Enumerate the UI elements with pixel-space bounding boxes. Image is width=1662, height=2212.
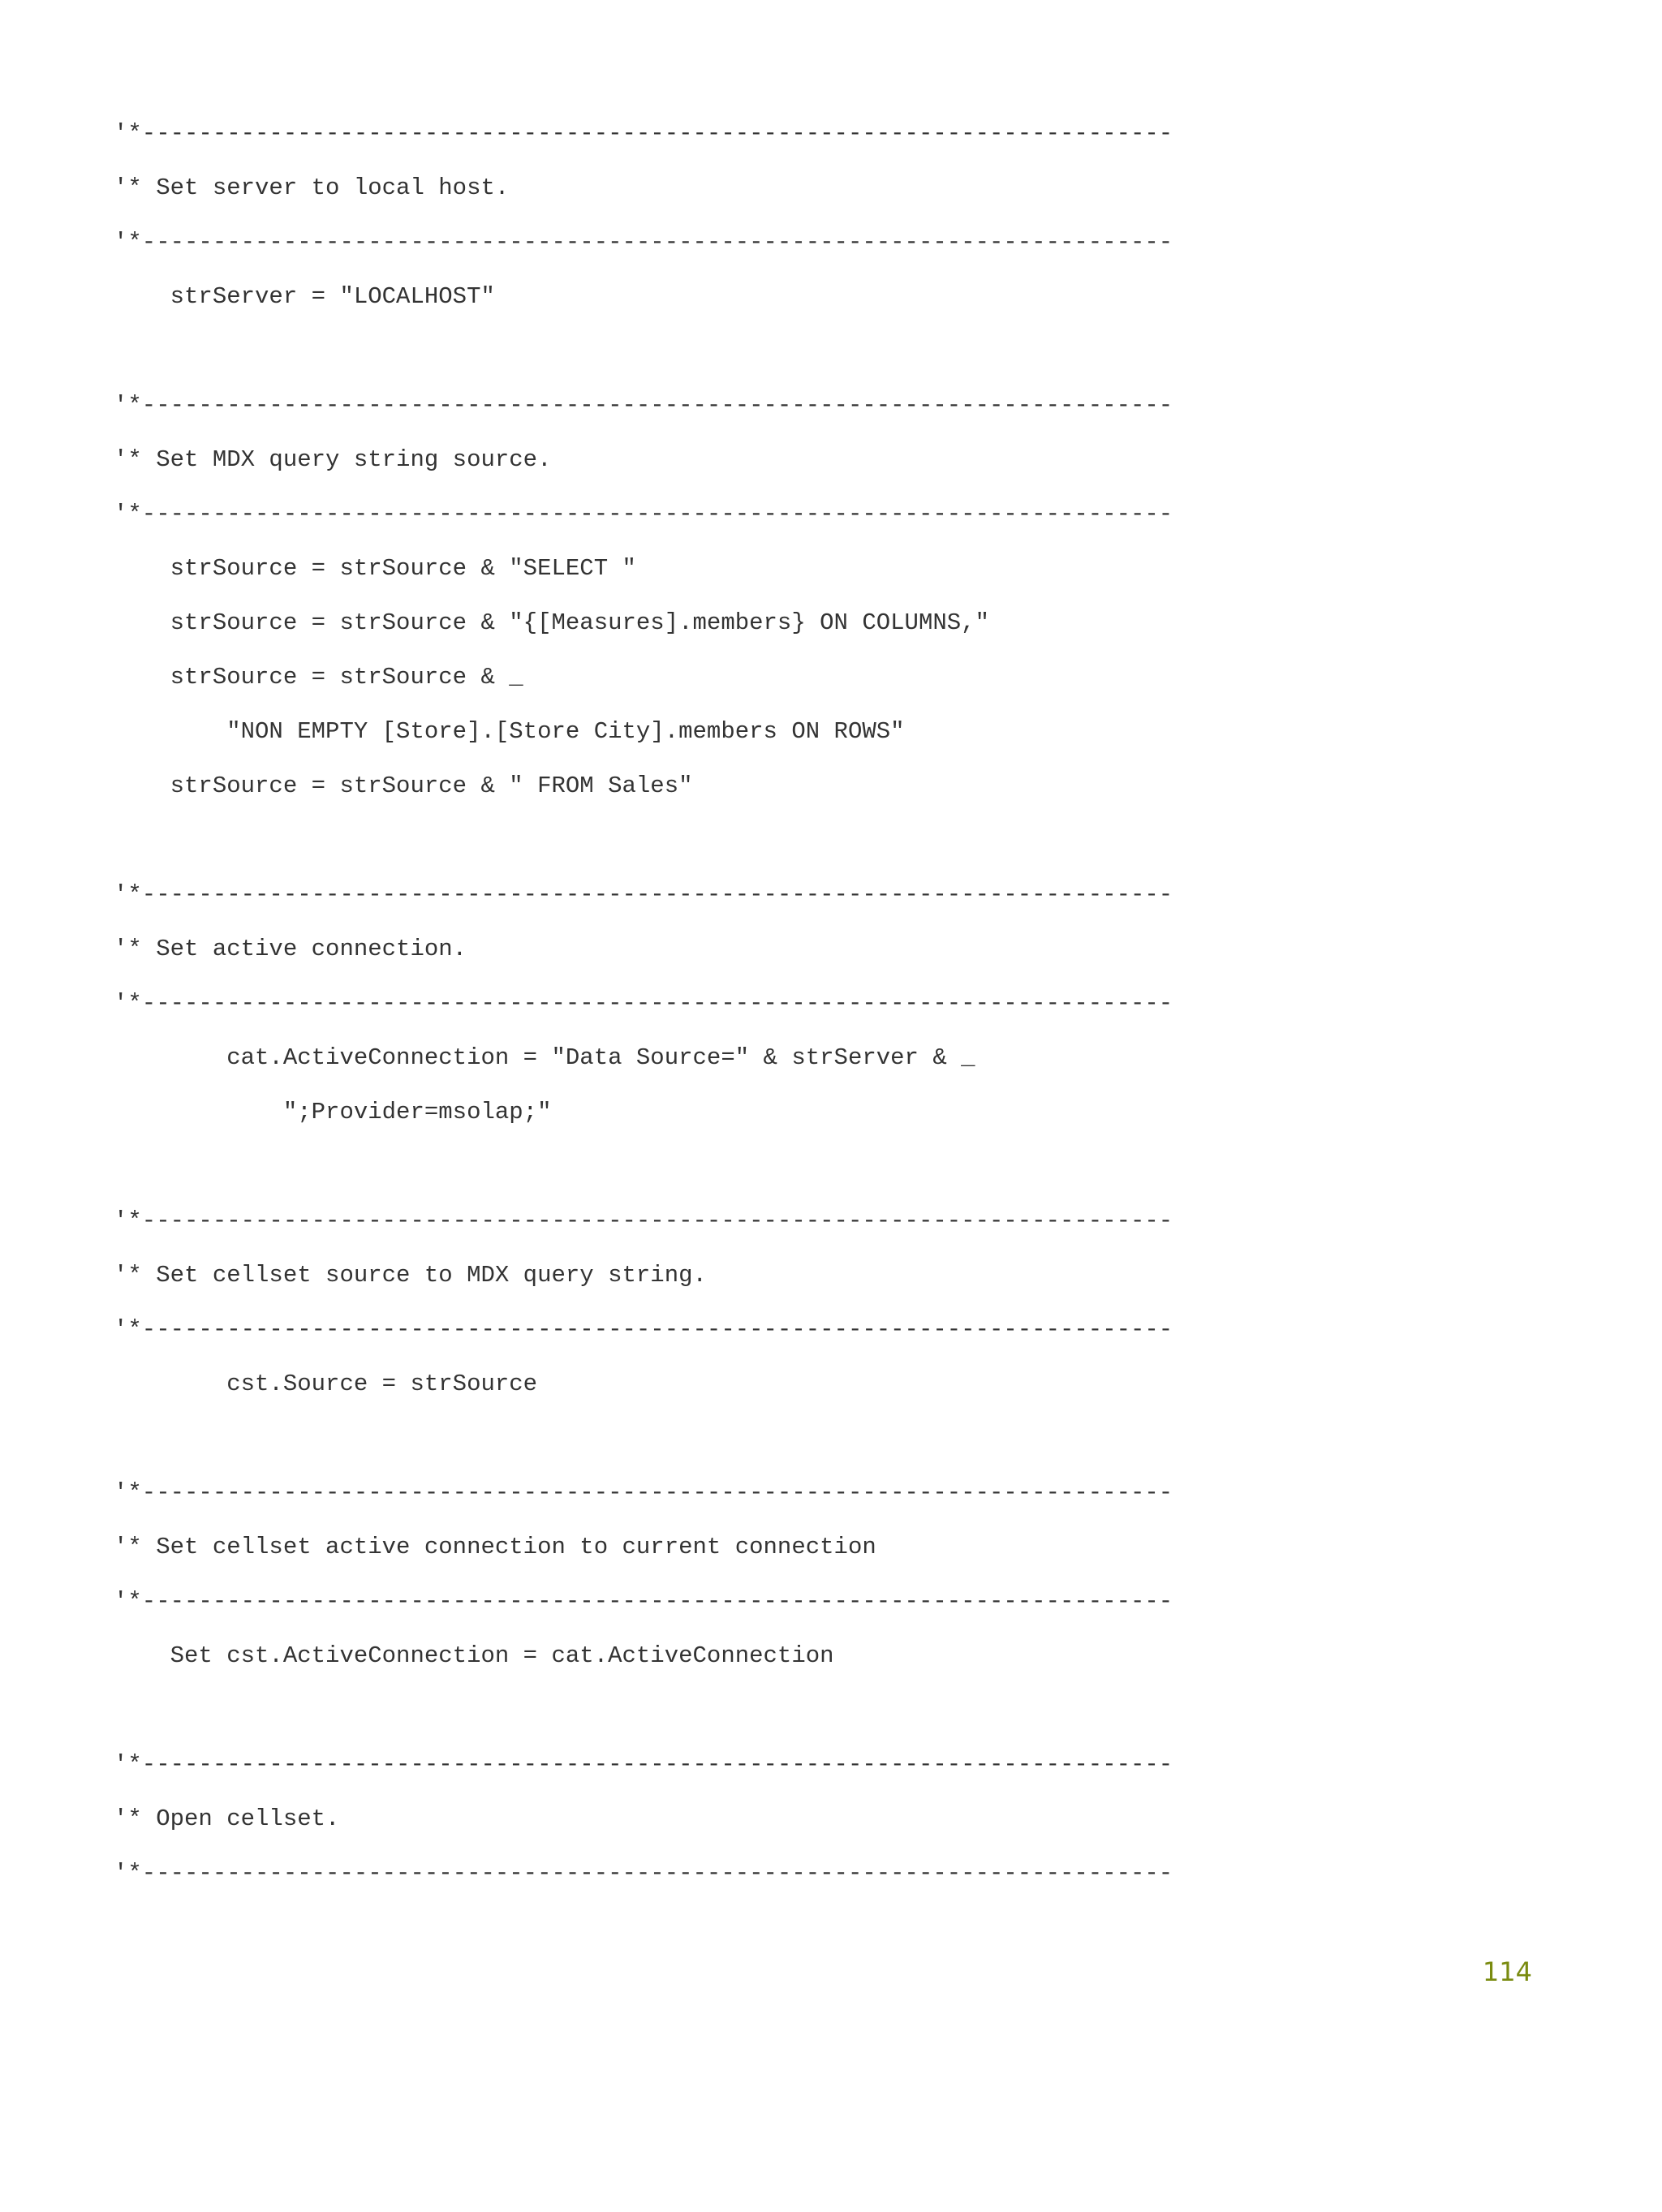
- comment-divider: '*-------------------------------------------------------------------------: [114, 229, 1173, 256]
- comment-divider: '*-------------------------------------------------------------------------: [114, 1207, 1173, 1234]
- comment-divider: '*-------------------------------------------------------------------------: [114, 392, 1173, 419]
- code-line: cat.ActiveConnection = "Data Source=" & strServer & _: [114, 1044, 975, 1071]
- code-line: ";Provider=msolap;": [114, 1099, 552, 1125]
- comment-text: '* Set active connection.: [114, 936, 467, 962]
- comment-divider: '*-------------------------------------------------------------------------: [114, 1316, 1173, 1343]
- comment-text: '* Set cellset active connection to current connection: [114, 1534, 876, 1560]
- comment-divider: '*-------------------------------------------------------------------------: [114, 1588, 1173, 1615]
- code-line: strSource = strSource & "SELECT ": [114, 555, 636, 582]
- comment-text: '* Open cellset.: [114, 1805, 340, 1832]
- code-line: Set cst.ActiveConnection = cat.ActiveConnection: [114, 1642, 834, 1669]
- comment-divider: '*-------------------------------------------------------------------------: [114, 1479, 1173, 1506]
- code-line: strSource = strSource & _: [114, 664, 523, 691]
- comment-text: '* Set MDX query string source.: [114, 446, 552, 473]
- comment-divider: '*-------------------------------------------------------------------------: [114, 990, 1173, 1017]
- code-line: strSource = strSource & "{[Measures].members} ON COLUMNS,": [114, 609, 989, 636]
- comment-divider: '*-------------------------------------------------------------------------: [114, 120, 1173, 147]
- code-line: strSource = strSource & " FROM Sales": [114, 772, 693, 799]
- page-number: 114: [1482, 1956, 1532, 1987]
- code-line: strServer = "LOCALHOST": [114, 283, 495, 310]
- comment-divider: '*-------------------------------------------------------------------------: [114, 1860, 1173, 1887]
- comment-divider: '*-------------------------------------------------------------------------: [114, 881, 1173, 908]
- code-line: "NON EMPTY [Store].[Store City].members ON ROWS": [114, 718, 905, 745]
- comment-divider: '*-------------------------------------------------------------------------: [114, 501, 1173, 527]
- comment-divider: '*-------------------------------------------------------------------------: [114, 1751, 1173, 1778]
- code-line: cst.Source = strSource: [114, 1371, 538, 1397]
- comment-text: '* Set cellset source to MDX query string.: [114, 1262, 707, 1289]
- comment-text: '* Set server to local host.: [114, 174, 510, 201]
